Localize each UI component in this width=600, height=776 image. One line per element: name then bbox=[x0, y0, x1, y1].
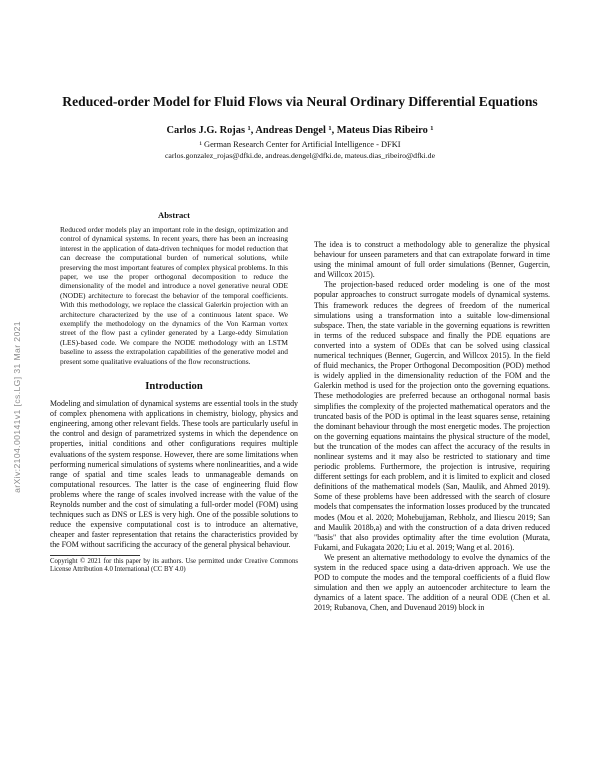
introduction-paragraph: Modeling and simulation of dynamical systems are essential tools in the study of complex phenomena with applications in chemistry, biology, physics and engineering, among other relevant fields. These tools are particularly useful in the control and design of parametrized systems in which the dependence on properties, initial conditions and other configurations requires multiple evaluations of the system response. However, there are some limitations when performing numerical simulations of systems where nonlinearities, and a wide range of spatial and time scales leads to unmanageable demands on computational resources. The latter is the case of engineering fluid flow problems where the range of scales involved increase with the value of the Reynolds number and the cost of simulating a full-order model (FOM) using techniques such as DNS or LES is very high. One of the possible solutions to reduce the expensive computational cost is to introduce an alternative, cheaper and faster representation that retains the characteristics provided by the FOM without sacrificing the accuracy of the general physical behaviour. bbox=[50, 399, 298, 550]
author-list: Carlos J.G. Rojas ¹, Andreas Dengel ¹, Mateus Dias Ribeiro ¹ bbox=[166, 125, 434, 136]
introduction-heading: Introduction bbox=[145, 381, 203, 393]
footnote-rule bbox=[50, 555, 140, 556]
right-column bbox=[314, 240, 550, 613]
affiliation: ¹ German Research Center for Artificial Intelligence - DFKI bbox=[199, 140, 401, 149]
abstract-body bbox=[60, 225, 288, 366]
left-column bbox=[50, 210, 298, 575]
copyright-footnote: Copyright © 2021 for this paper by its authors. Use permitted under Creative Commons License Attribution 4.0 International (CC BY 4.0) bbox=[50, 557, 298, 574]
intro-paragraph-4: We present an alternative methodology to evolve the dynamics of the system in the reduced space using a data-driven approach. We use the POD to compute the modes and the temporal coefficients of a fluid flow simulation and then we apply an autoencoder architecture to learn the dynamics of a latent space. The addition of a neural ODE (Chen et al. 2019; Rubanova, Chen, and Duvenaud 2019) block in bbox=[314, 552, 550, 613]
abstract-text: Reduced order models play an important role in the design, optimization and control of dynamical systems. In recent years, there has been an increasing interest in the application of data-driven techniques for model reduction that can decrease the computational burden of numerical solutions, while preserving the most important features of complex physical problems. In this paper, we use the proper orthogonal decomposition to reduce the dimensionality of the model and introduce a novel generative neural ODE (NODE) architecture to forecast the behavior of the temporal coefficients. With this methodology, we replace the classical Galerkin projection with an architecture characterized by the use of a continuous latent space. We exemplify the methodology on the dynamics of the Von Karman vortex street of the flow past a cylinder generated by a Large-eddy Simulation (LES)-based code. We compare the NODE methodology with an LSTM baseline to assess the extrapolation capabilities of the generative model and present some qualitative evaluations of the flow reconstructions. bbox=[60, 225, 288, 366]
paper-title: Reduced-order Model for Fluid Flows via Neural Ordinary Differential Equations bbox=[62, 94, 538, 109]
arxiv-identifier: arXiv:2104.00141v1 [cs.LG] 31 Mar 2021 bbox=[12, 321, 22, 493]
abstract-heading: Abstract bbox=[158, 210, 190, 220]
intro-paragraph-2: The idea is to construct a methodology able to generalize the physical behaviour for unseen parameters and that can extrapolate forward in time using the minimal amount of full order simulations (Benner, Gugercin, and Willcox 2015). bbox=[314, 240, 550, 280]
author-emails: carlos.gonzalez_rojas@dfki.de, andreas.dengel@dfki.de, mateus.dias_ribeiro@dfki.de bbox=[164, 151, 436, 160]
intro-paragraph-3: The projection-based reduced order modeling is one of the most popular approaches to construct surrogate models of dynamical systems. This framework reduces the degrees of freedom of the numerical simulations using a transformation into a suitable low-dimensional subspace. Then, the state variable in the governing equations is rewritten in terms of the reduced subspace and finally the PDE equations are converted into a system of ODEs that can be solved using classical numerical techniques (Benner, Gugercin, and Willcox 2015). In the field of fluid mechanics, the Proper Orthogonal Decomposition (POD) method is widely applied in the dimensionality reduction of the FOM and the Galerkin method is used for the projection onto the governing equations. These methodologies are preferred because an orthogonal normal basis simplifies the complexity of the projected mathematical operators and the truncated basis of the POD is optimal in the least squares sense, retaining the dominant behaviour through the most energetic modes. The projection on the governing equations maintains the physical structure of the model, but the truncation of the modes can affect the accuracy of the results in nonlinear systems and it may also be restricted to stationary and time periodic problems. Furthermore, the projection is intrusive, requiring different settings for each problem, and it is limited to explicit and closed definitions of the mathematical models (San, Maulik, and Ahmed 2019). Some of these problems have been addressed with the search of closure models that compensates the information losses produced by the truncated modes (Mou et al. 2020; Mohebujjaman, Rebholz, and Iliescu 2019; San and Maulik 2018b,a) and with the construction of a data driven reduced "basis" that also provides optimality after the time evolution (Murata, Fukami, and Fukagata 2020; Liu et al. 2019; Wang et al. 2016). bbox=[314, 280, 550, 552]
